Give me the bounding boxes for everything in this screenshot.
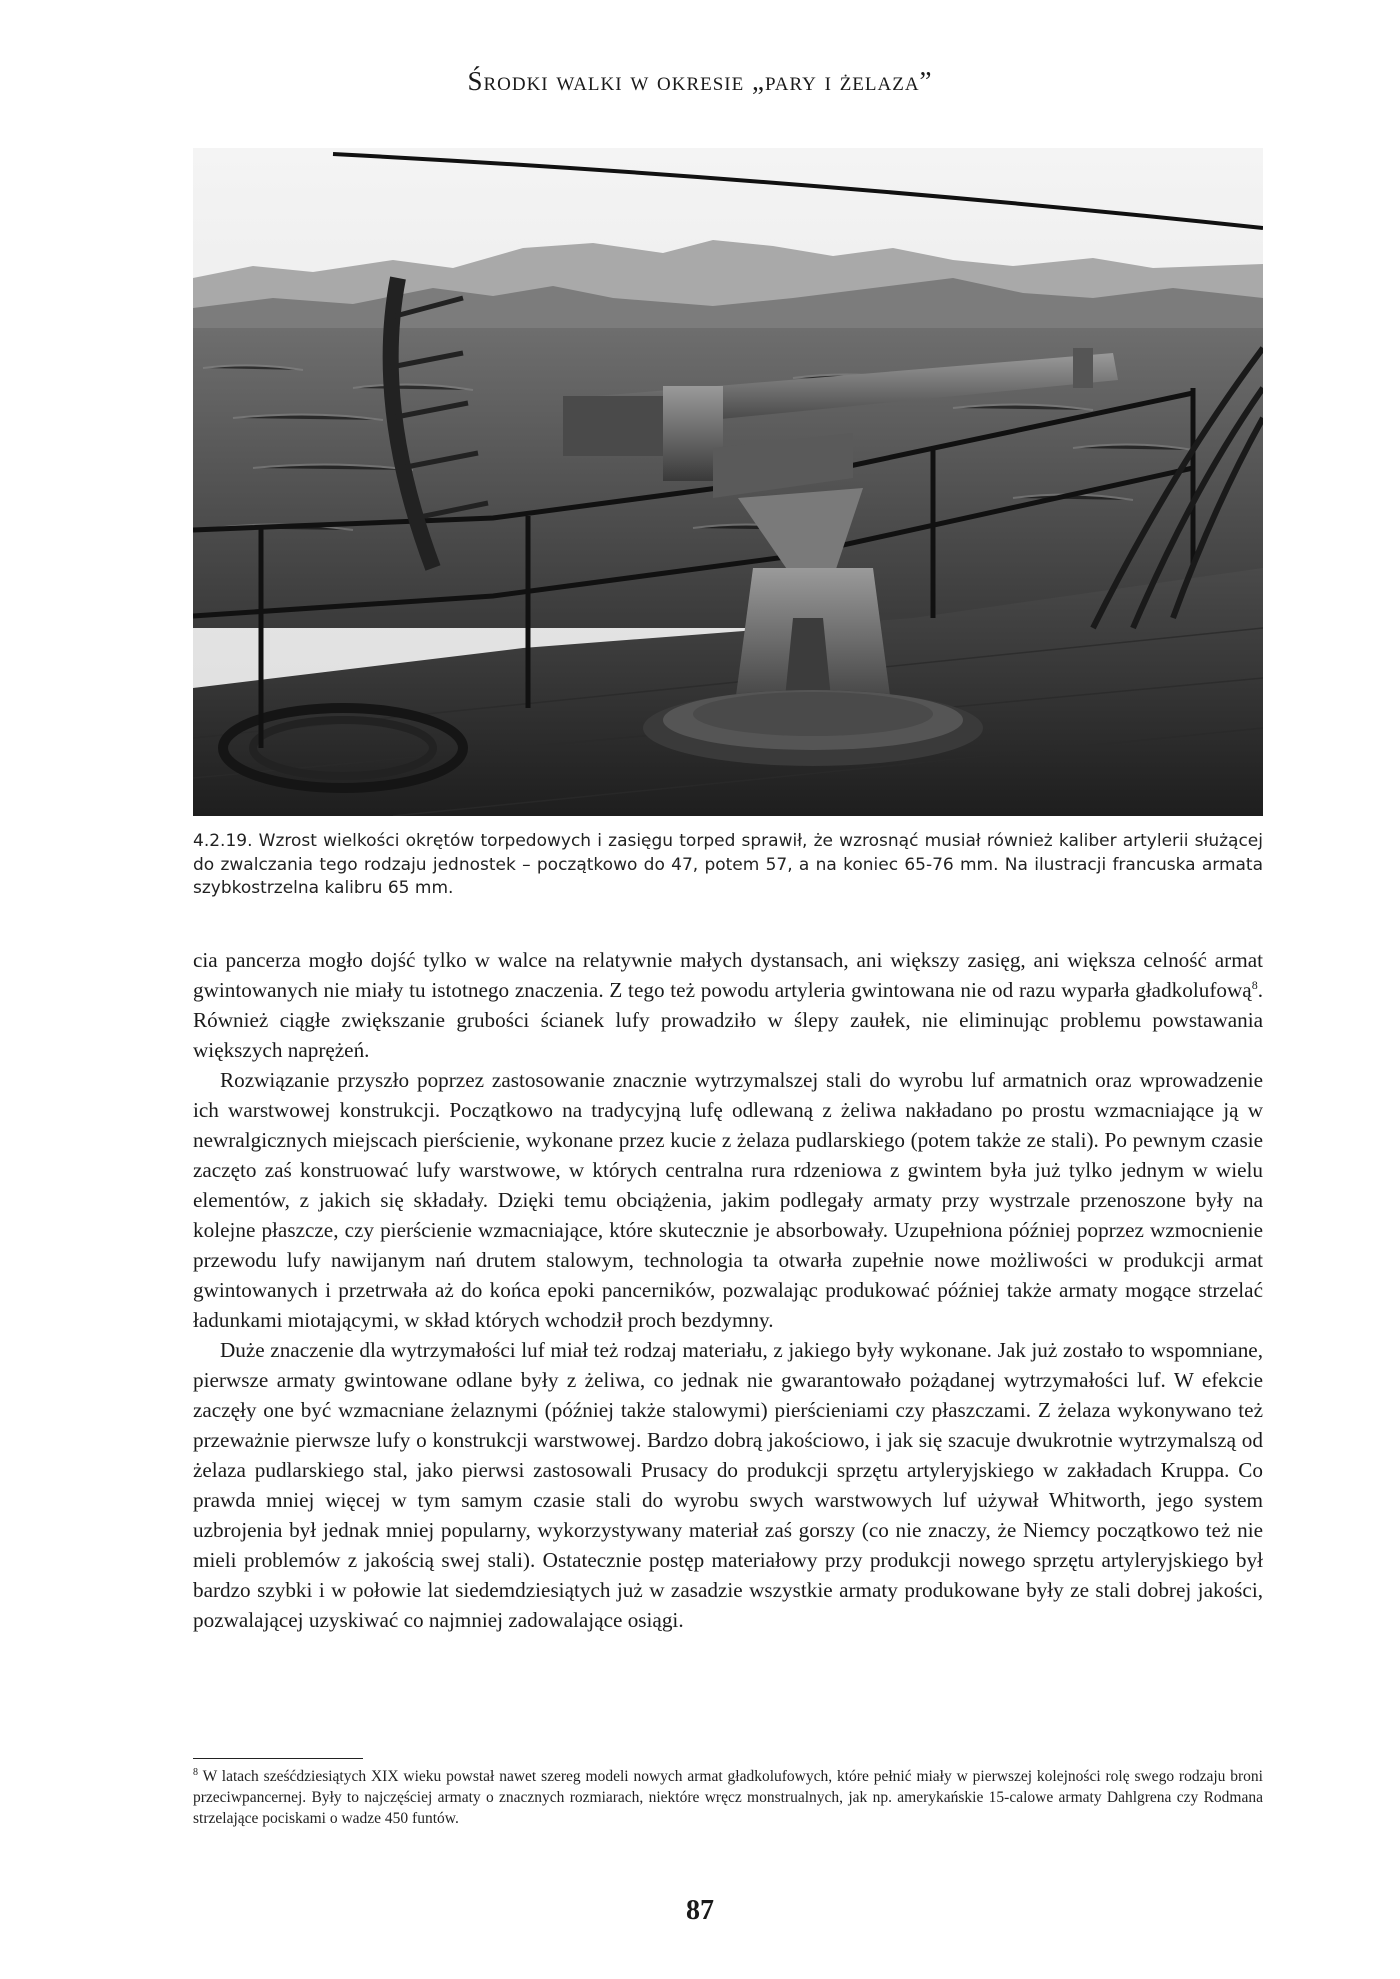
footnote-mark: 8 [193, 1766, 198, 1778]
caption-text: 4.2.19. Wzrost wielkości okrętów torpedowych i zasięgu torped sprawił, że wzrosnąć musiał również kaliber artylerii służącej do zwalczania tego rodzaju jednostek – początkowo do 47, potem 57, a na koniec 65-76 mm. Na ilustracji francuska armata szybkostrzelna kalibru 65 mm. [193, 831, 1263, 898]
page-number: 87 [686, 1895, 714, 1926]
paragraph-3: Duże znaczenie dla wytrzymałości luf miał też rodzaj materiału, z jakiego były wykonane. Jak już zostało to wspomniane, pierwsze armaty gwintowane odlane były z żeliwa, co jednak nie gwarantowało pożądanej wytrzymałości luf. W efekcie zaczęły one być wzmacniane żelaznymi (później także stalowymi) pierścieniami czy płaszczami. Z żelaza wykonywano też przeważnie pierwsze lufy o konstrukcji warstwowej. Bardzo dobrą jakościowo, i jak się szacuje dwukrotnie wytrzymalszą od żelaza pudlarskiego stal, jako pierwsi zastosowali Prusacy do produkcji sprzętu artyleryjskiego w zakładach Kruppa. Co prawda mniej więcej w tym samym czasie stali do wyrobu swych warstwowych luf używał Whitworth, jego system uzbrojenia był jednak mniej popularny, wykorzystywany materiał zaś gorszy (co nie znaczy, że Niemcy początkowo też nie mieli problemów z jakością swej stali). Ostatecznie postęp materiałowy przy produkcji nowego sprzętu artyleryjskiego był bardzo szybki i w połowie lat siedemdziesiątych już w zasadzie wszystkie armaty produkowane były ze stali dobrej jakości, pozwalającej uzyskiwać co najmniej zadowalające osiągi. [193, 1338, 1263, 1632]
paragraph-2: Rozwiązanie przyszło poprzez zastosowanie znacznie wytrzymalszej stali do wyrobu luf armatnich oraz wprowadzenie ich warstwowej konstrukcji. Początkowo na tradycyjną lufę odlewaną z żeliwa nakładano po prostu wzmacniające ją w newralgicznych miejscach pierścienie, wykonane przez kucie z żelaza pudlarskiego (potem także ze stali). Po pewnym czasie zaczęto zaś konstruować lufy warstwowe, w których centralna rura rdzeniowa z gwintem była już tylko jednym w wielu elementów, z jakich się składały. Dzięki temu obciążenia, jakim podlegały armaty przy wystrzale przenoszone były na kolejne płaszcze, czy pierścienie wzmacniające, które skutecznie je absorbowały. Uzupełniona później poprzez wzmocnienie przewodu lufy nawijanym nań drutem stalowym, technologia ta otwarła zupełnie nowe możliwości w produkcji armat gwintowanych i przetrwała aż do końca epoki pancerników, pozwalając produkować później także armaty mogące strzelać ładunkami miotającymi, w skład których wchodził proch bezdymny. [193, 1068, 1263, 1332]
footnote [193, 1766, 1263, 1829]
body-text [193, 945, 1263, 1635]
figure-caption [193, 830, 1263, 901]
footnote-reference[interactable]: 8 [1251, 977, 1258, 992]
photo-naval-gun [193, 148, 1263, 816]
paragraph-1-text-a: cia pancerza mogło dojść tylko w walce na relatywnie małych dystansach, ani większy zasięg, ani większa celność armat gwintowanych nie miały tu istotnego znaczenia. Z tego też powodu artyleria gwintowana nie od razu wyparła gładkolufową [193, 948, 1263, 1002]
running-head: Środki walki w okresie „pary i żelaza” [467, 66, 933, 96]
footnote-rule [193, 1758, 363, 1759]
paragraph-1-text-b: . Również ciągłe zwiększanie grubości ścianek lufy prowadziło w ślepy zaułek, nie eliminując problemu powstawania większych naprężeń. [193, 978, 1263, 1062]
footnote-text: W latach sześćdziesiątych XIX wieku powstał nawet szereg modeli nowych armat gładkolufowych, które pełnić miały w pierwszej kolejności rolę swego rodzaju broni przeciwpancernej. Były to najczęściej armaty o znacznych rozmiarach, niektóre wręcz monstrualnych, jak np. amerykańskie 15-calowe armaty Dahlgrena czy Rodmana strzelające pociskami o wadze 450 funtów. [193, 1768, 1263, 1827]
paragraph-1 [193, 945, 1263, 1065]
